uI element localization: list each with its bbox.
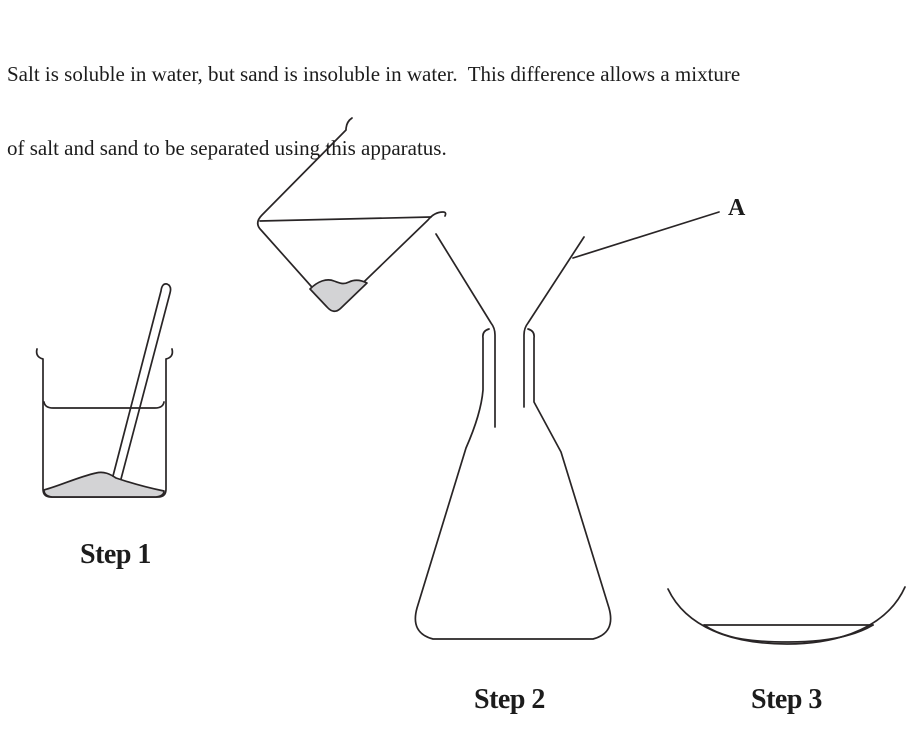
step1-beaker-group	[37, 284, 173, 497]
step2-pouring-beaker-group	[258, 118, 446, 311]
tilted-beaker-residue	[310, 280, 367, 311]
intro-line-2: of salt and sand to be separated using this apparatus.	[7, 135, 447, 160]
conical-flask-outline	[415, 329, 610, 639]
label-a-pointer-line	[573, 212, 719, 258]
dish-outline	[668, 587, 905, 644]
step1-label: Step 1	[80, 539, 151, 570]
step3-label: Step 3	[751, 684, 822, 715]
funnel-right-side	[524, 237, 584, 407]
intro-line-1: Salt is soluble in water, but sand is insoluble in water. This difference allows a mixture	[7, 62, 741, 86]
tilted-beaker-liquid-line	[260, 217, 431, 221]
apparatus-line-art	[37, 118, 905, 644]
tilted-beaker-outline	[258, 118, 446, 308]
sand-sediment	[44, 472, 164, 497]
step2-label: Step 2	[474, 684, 545, 715]
step3-evaporating-dish-group	[668, 587, 905, 644]
filter-funnel-group	[436, 234, 584, 427]
label-a: A	[728, 195, 746, 221]
water-level-line	[44, 402, 164, 408]
dish-inner-curve	[704, 625, 873, 642]
stirring-rod-icon	[113, 284, 171, 479]
